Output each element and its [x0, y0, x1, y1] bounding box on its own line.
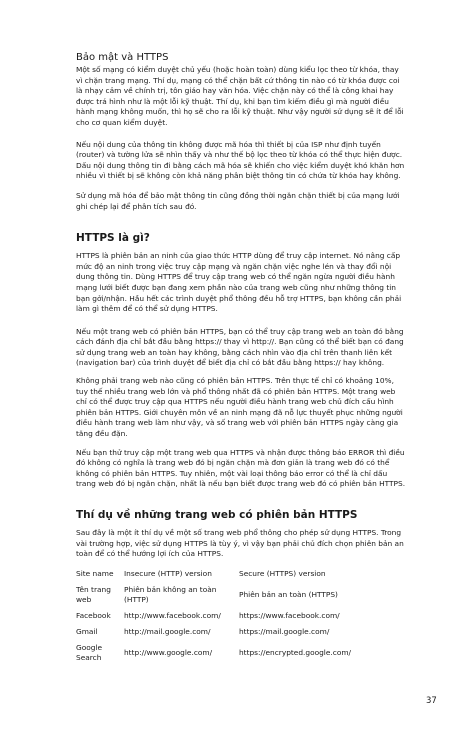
table-cell: http://www.facebook.com/: [124, 610, 221, 620]
heading-https-examples: Thí dụ về những trang web có phiên bản HTTPS: [76, 509, 358, 521]
table-cell: Facebook: [76, 610, 111, 620]
table-cell: Tên trang web: [76, 584, 111, 604]
paragraph: Nếu bạn thử truy cập một trang web qua HTTPS và nhận được thông báo ERROR thì điều đó không có nghĩa là trang web đó bị ngăn chặn mà đơn giản là trang web đó có thể không có phiên bản HTTPS. Tuy nhiên, một vài loại thông báo error có thể là chỉ dấu trang web đó bị ngăn chặn, nhất là nếu bạn biết được trang web đó có phiên bản HTTPS.: [76, 447, 406, 489]
table-header-cell: Insecure (HTTP) version: [124, 568, 212, 578]
table-row: [76, 624, 406, 640]
document-page: [76, 52, 406, 666]
section-title-security-https: Bảo mật và HTTPS: [76, 52, 169, 63]
table-cell: Gmail: [76, 626, 98, 636]
paragraph: HTTPS là phiên bản an ninh của giao thức HTTP dùng để truy cập internet. Nó nâng cấp mức độ an ninh trong việc truy cập mạng và ngăn chặn việc nghe lén và thay đổi nội dung thông tin. Dùng HTTPS để truy cập trang web có thể ngăn ngừa người điều hành mạng lưới biết được bạn đang xem phần nào của trang web cũng như những thông tin bạn gởi/nhận. Hầu hết các trình duyệt phổ thông đều hỗ trợ HTTPS, bạn không cần phải làm gì thêm để có thể sử dụng HTTPS.: [76, 251, 402, 314]
table-cell: http://www.google.com/: [124, 647, 213, 657]
table-cell: Phiên bản không an toàn (HTTP): [124, 584, 217, 604]
paragraph: Sử dụng mã hóa để bảo mật thông tin cũng đồng thời ngăn chặn thiết bị của mạng lưới ghi chép lại để phân tích sau đó.: [76, 190, 400, 211]
paragraph: Nếu nội dung của thông tin không được mã hóa thì thiết bị của ISP như định tuyến (router) và tường lửa sẽ nhìn thấy và như thế bộ lọc theo từ khóa có thể thực hiện được. Dấu nội dung thông tin đi bằng cách mã hóa sẽ khiến cho việc kiểm duyệt khó khăn hơn nhiều vì thiết bị sẽ không còn khả năng phân biệt thông tin có chứa từ khóa hay không.: [76, 139, 405, 181]
paragraph: Không phải trang web nào cũng có phiên bản HTTPS. Trên thực tế chỉ có khoảng 10%, tuy thế nhiều trang web lớn và phổ thông nhất đã có phiên bản HTTPS. Một trang web chỉ có thể được truy cập qua HTTPS nếu người điều hành trang web chủ đích cấu hình phiên bản HTTPS. Giới chuyên môn về an ninh mạng đã nỗ lực thuyết phục những người điều hành trang web làm như vậy, và số trang web với phiên bản HTTPS ngày càng gia tăng đều đặn.: [76, 376, 403, 439]
table-header-cell: Secure (HTTPS) version: [239, 568, 326, 578]
table-row: [76, 582, 406, 608]
table-cell: https://www.facebook.com/: [239, 610, 340, 620]
table-cell: https://mail.google.com/: [239, 626, 330, 636]
https-sites-table: [76, 566, 406, 666]
paragraph: Sau đây là một ít thí dụ về một số trang web phổ thông cho phép sử dụng HTTPS. Trong vài trường hợp, việc sử dụng HTTPS là tùy ý, vì vậy bạn phải chủ đích chọn phiên bản an toàn để có thể hướng lợi ích của HTTPS.: [76, 528, 404, 559]
table-cell: Phiên bản an toàn (HTTPS): [239, 589, 338, 599]
heading-what-is-https: HTTPS là gì?: [76, 232, 150, 245]
paragraph: Nếu một trang web có phiên bản HTTPS, bạn có thể truy cập trang web an toàn đó bằng cách đánh địa chỉ bắt đầu bằng https:// thay vì http://. Bạn cũng có thể biết bạn có đang sử dụng trang web an toàn hay không, bằng cách nhìn vào địa chỉ trên thanh liên kết (navigation bar) của trình duyệt để biết địa chỉ có bắt đầu bằng https:// hay không.: [76, 326, 404, 368]
page-number: 37: [426, 696, 437, 706]
table-header-row: [76, 566, 406, 582]
table-header-cell: Site name: [76, 568, 114, 578]
table-cell: https://encrypted.google.com/: [239, 647, 352, 657]
table-row: [76, 608, 406, 624]
paragraph: Một số mạng có kiểm duyệt chủ yếu (hoặc hoàn toàn) dùng kiểu lọc theo từ khóa, thay vì chặn trang mạng. Thí dụ, mạng có thể chặn bất cứ thông tin nào có từ khóa được coi là nhạy cảm về chính trị, tôn giáo hay văn hóa. Việc chặn này có thể là công khai hay được trá hình như là một lỗi kỹ thuật. Thí dụ, khi bạn tìm kiếm điều gì mà người điều hành mạng không muốn, thì họ sẽ cho ra lỗi kỹ thuật. Như vậy người sử dụng sẽ ít để lỗi cho cơ quan kiểm duyệt.: [76, 65, 404, 127]
table-cell: Google Search: [76, 642, 103, 662]
table-cell: http://mail.google.com/: [124, 626, 211, 636]
table-row: [76, 640, 406, 666]
